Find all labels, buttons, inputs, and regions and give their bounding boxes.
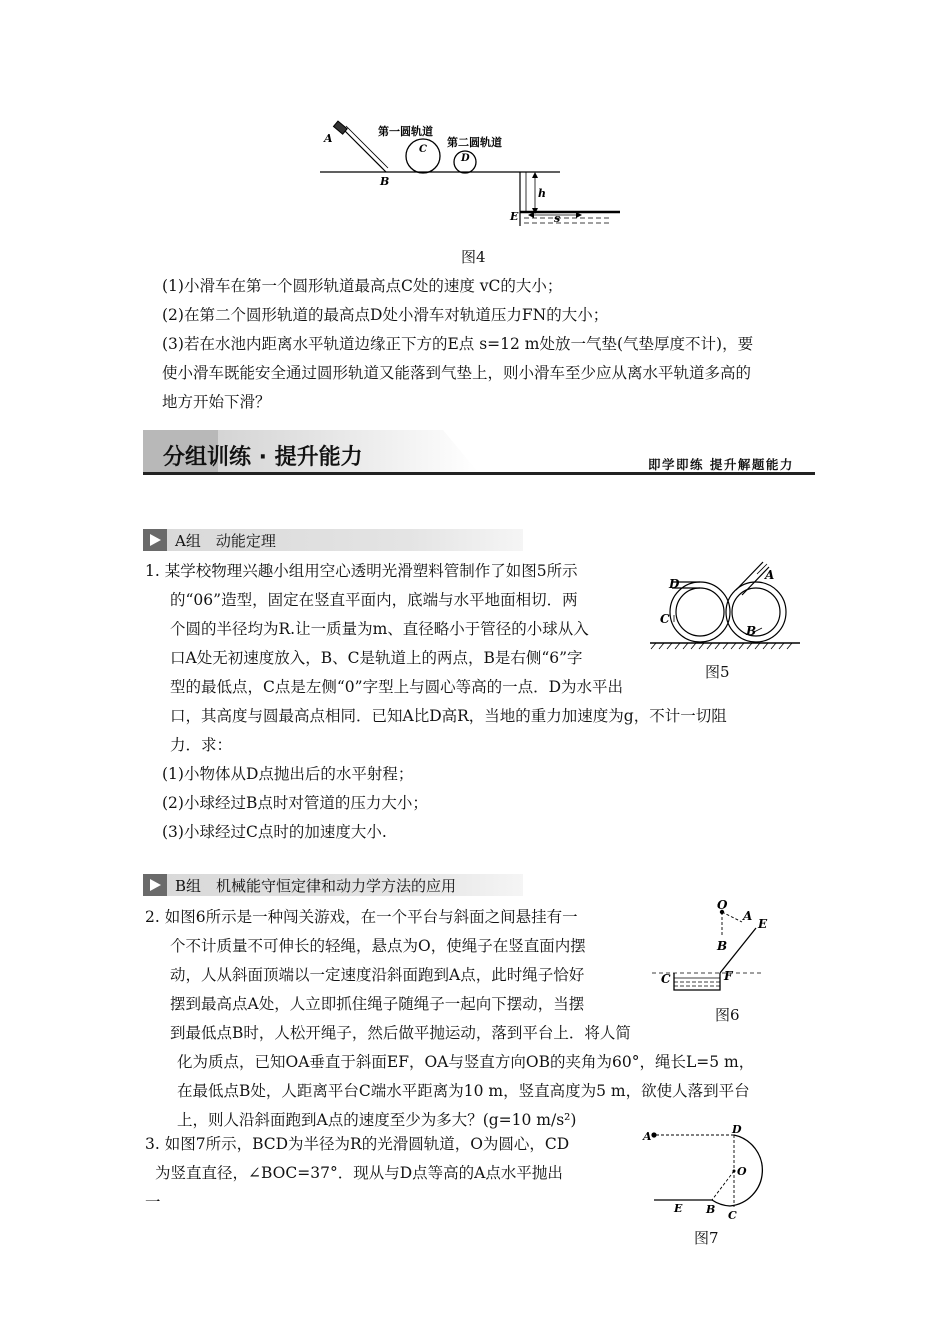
fig5-label-c: C [660,612,670,626]
section-divider [143,472,815,475]
fig5-label-d: D [669,577,680,591]
q2-line1: 2. 如图6所示是一种闯关游戏，在一个平台与斜面之间悬挂有一 [145,908,578,926]
fig5-caption: 图5 [705,663,730,681]
fig4-label-second-loop: 第二圆轨道 [447,136,502,149]
fig4-label-h: h [538,187,546,200]
group-a-header [143,529,523,551]
figure-5 [650,560,810,660]
q3-line3: 一 [145,1193,161,1211]
fig5-label-a: A [765,568,775,582]
q3-line2: 为竖直直径，∠BOC=37°．现从与D点等高的A点水平抛出 [155,1164,563,1182]
q1-line6: 口，其高度与圆最高点相同．已知A比D高R，当地的重力加速度为g，不计一切阻 [170,707,727,725]
fig6-label-a: A [743,909,753,923]
fig5-label-b: B [746,624,757,638]
prev-q-part1: (1)小滑车在第一个圆形轨道最高点C处的速度 vC的大小； [162,277,563,295]
fig7-label-d: D [732,1123,742,1136]
q2-line5: 到最低点B时，人松开绳子，然后做平抛运动，落到平台上．将人简 [170,1024,631,1042]
fig6-label-b: B [717,939,728,953]
prev-q-part3-line2: 使小滑车既能安全通过圆形轨道又能落到气垫上，则小滑车至少应从离水平轨道多高的 [162,364,752,382]
figure-6 [652,898,772,998]
play-icon [143,529,167,551]
fig7-label-a: A [643,1130,652,1143]
q2-line7: 在最低点B处，人距离平台C端水平距离为10 m，竖直高度为5 m，欲使人落到平台 [177,1082,750,1100]
fig7-label-b: B [706,1203,716,1216]
fig7-label-c: C [728,1209,737,1222]
fig6-label-c: C [661,972,671,986]
group-b-header [143,874,523,896]
q1-sub2: (2)小球经过B点时对管道的压力大小； [162,794,428,812]
q1-sub3: (3)小球经过C点时的加速度大小. [162,823,387,841]
q2-line2: 个不计质量不可伸长的轻绳，悬点为O，使绳子在竖直面内摆 [170,937,586,955]
q2-line6: 化为质点，已知OA垂直于斜面EF，OA与竖直方向OB的夹角为60°，绳长L=5 m， [177,1053,755,1071]
fig6-label-e: E [758,917,768,931]
q1-line7: 力．求： [170,736,233,754]
fig4-label-c: C [419,144,427,155]
figure-4 [320,118,630,238]
fig6-label-f: F [724,969,733,983]
prev-q-part3-line1: (3)若在水池内距离水平轨道边缘正下方的E点 s=12 m处放一气垫(气垫厚度不计)，要 [162,335,754,353]
fig7-caption: 图7 [694,1229,719,1247]
prev-q-part2: (2)在第二个圆形轨道的最高点D处小滑车对轨道压力FN的大小； [162,306,609,324]
play-icon [143,874,167,896]
q1-line5: 型的最低点，C点是左侧“0”字型上与圆心等高的一点．D为水平出 [170,678,623,696]
fig4-label-first-loop: 第一圆轨道 [378,125,433,138]
fig4-caption: 图4 [461,248,486,266]
q1-line3: 个圆的半径均为R.让一质量为m、直径略小于管径的小球从入 [170,620,589,638]
fig7-label-e: E [674,1202,683,1215]
figure-7 [640,1120,790,1225]
group-a-label: A组 动能定理 [175,532,276,550]
fig4-label-s: s [554,212,561,225]
fig4-label-d: D [461,153,470,164]
fig4-label-e: E [510,210,519,223]
q1-line4: 口A处无初速度放入，B、C是轨道上的两点，B是右侧“6”字 [170,649,583,667]
q2-line4: 摆到最高点A处，人立即抓住绳子随绳子一起向下摆动，当摆 [170,995,585,1013]
group-b-label: B组 机械能守恒定律和动力学方法的应用 [175,877,457,895]
fig4-label-b: B [380,175,390,188]
q3-line1: 3. 如图7所示，BCD为半径为R的光滑圆轨道，O为圆心，CD [145,1135,570,1153]
fig7-label-o: O [737,1165,747,1178]
fig6-label-o: O [717,898,728,912]
q1-line2: 的“06”造型，固定在竖直平面内，底端与水平地面相切．两 [170,591,578,609]
fig4-label-a: A [324,132,333,145]
q2-line3: 动，人从斜面顶端以一定速度沿斜面跑到A点，此时绳子恰好 [170,966,585,984]
prev-q-part3-line3: 地方开始下滑？ [162,393,271,411]
q1-line1: 1. 某学校物理兴趣小组用空心透明光滑塑料管制作了如图5所示 [145,562,578,580]
q2-line8: 上，则人沿斜面跑到A点的速度至少为多大？(g=10 m/s²) [177,1111,577,1129]
section-subtitle: 即学即练 提升解题能力 [648,457,794,472]
section-title: 分组训练 · 提升能力 [163,445,363,470]
q1-sub1: (1)小物体从D点抛出后的水平射程； [162,765,414,783]
fig6-caption: 图6 [715,1006,740,1024]
